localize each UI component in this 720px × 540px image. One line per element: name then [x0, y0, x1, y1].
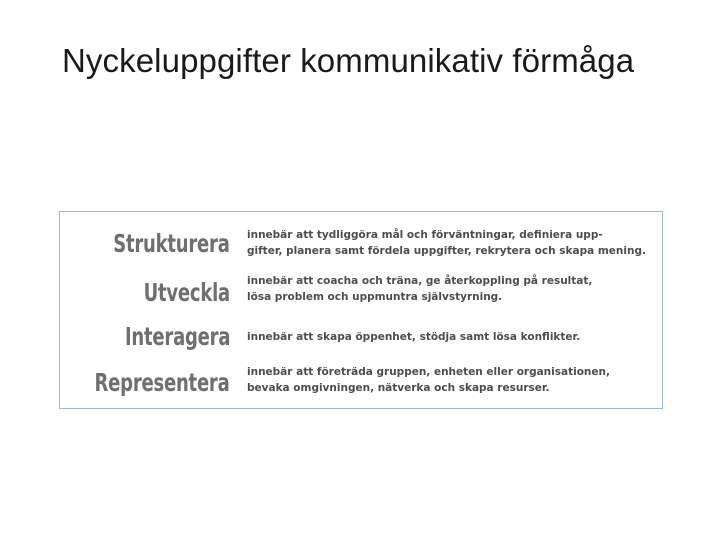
term-label: Utveckla — [143, 278, 230, 307]
term-label: Interagera — [124, 322, 230, 351]
term-description — [247, 227, 659, 259]
term-label: Strukturera — [113, 229, 230, 258]
description-line: innebär att företräda gruppen, enheten eller organisationen, — [247, 366, 610, 378]
description-line: gifter, planera samt fördela uppgifter, rekrytera och skapa mening. — [247, 245, 646, 257]
competency-panel — [59, 211, 663, 409]
description-line: lösa problem och uppmuntra självstyrning. — [247, 291, 503, 303]
term-label: Representera — [94, 368, 230, 397]
term-description — [247, 364, 659, 396]
slide-title: Nyckeluppgifter kommunikativ förmåga — [62, 42, 635, 79]
term-description — [247, 273, 659, 305]
description-line: bevaka omgivningen, nätverka och skapa resurser. — [247, 382, 550, 394]
description-line: innebär att skapa öppenhet, stödja samt lösa konflikter. — [247, 331, 581, 343]
description-line: innebär att tydliggöra mål och förväntningar, definiera upp- — [247, 229, 603, 241]
description-line: innebär att coacha och träna, ge återkoppling på resultat, — [247, 275, 593, 287]
term-description — [247, 329, 659, 345]
